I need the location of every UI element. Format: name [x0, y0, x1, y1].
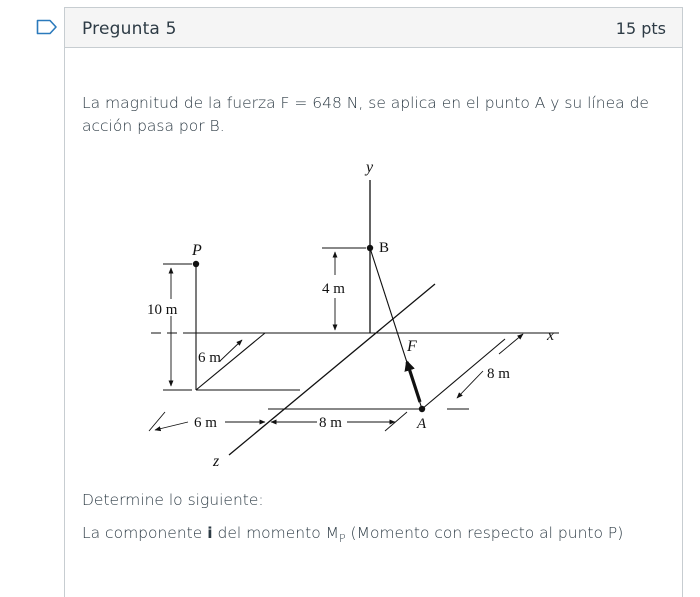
dim-10m-label: 10 m — [147, 302, 178, 318]
sub-question-prefix: La componente — [82, 524, 208, 542]
dim-6m-upper-label: 6 m — [198, 350, 221, 366]
dim-8m-lower-label: 8 m — [319, 415, 342, 431]
prompt-text: Determine lo siguiente: — [82, 491, 264, 509]
question-text: La magnitud de la fuerza F = 648 N, se aplica en el punto A y su línea de acción pasa por B. — [82, 94, 649, 135]
question-points: 15 pts — [615, 19, 666, 38]
question-header — [65, 8, 682, 48]
dim-6m-lower-label: 6 m — [194, 415, 217, 431]
sub-question-subscript: P — [338, 532, 346, 546]
point-b-label: B — [379, 240, 390, 256]
point-p — [193, 261, 199, 267]
sub-question-suffix: (Momento con respecto al punto P) — [345, 524, 624, 542]
y-axis-label: y — [366, 159, 374, 176]
force-arrow — [407, 362, 420, 402]
dim-6m-lower-arrow — [155, 422, 188, 430]
dim-8m-lower-tick — [385, 412, 407, 431]
point-a-label: A — [417, 416, 427, 432]
dim-8m-right-arrow — [499, 334, 523, 354]
bookmark-flag-icon[interactable] — [36, 19, 58, 35]
x-axis-label: x — [547, 327, 555, 344]
dim-8m-right-arrow — [457, 371, 483, 398]
sub-question-unit-vector: i — [207, 524, 213, 542]
force-label: F — [407, 338, 417, 355]
sub-question-middle: del momento M — [212, 524, 339, 542]
statics-figure — [85, 150, 555, 470]
point-p-label: P — [192, 242, 202, 259]
point-a — [419, 406, 425, 412]
dim-8m-right-label: 8 m — [487, 366, 510, 382]
question-title: Pregunta 5 — [82, 19, 177, 39]
dim-6m-upper-arrow — [220, 340, 242, 361]
z-axis-label: z — [213, 453, 220, 470]
dim-4m-label: 4 m — [322, 281, 345, 297]
sub-question — [82, 524, 623, 545]
question-card — [64, 7, 683, 597]
